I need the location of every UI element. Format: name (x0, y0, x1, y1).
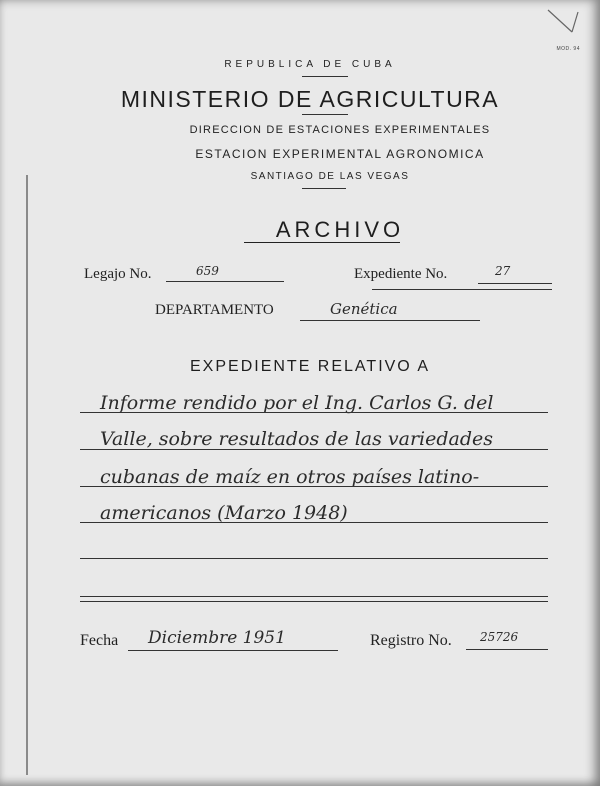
relativo-heading: EXPEDIENTE RELATIVO A (190, 358, 430, 375)
description-rule-6 (80, 596, 548, 597)
departamento-label: DEPARTAMENTO (155, 302, 274, 318)
description-rule-4 (80, 522, 548, 523)
description-rule-5 (80, 558, 548, 559)
description-line-1: Informe rendido por el Ing. Carlos G. del (100, 392, 494, 414)
expediente-label: Expediente No. (354, 266, 448, 282)
registro-line (466, 649, 548, 650)
ministry-name: MINISTERIO DE AGRICULTURA (120, 86, 500, 112)
description-line-3: cubanas de maíz en otros países latino- (100, 466, 480, 488)
archive-title-underline (244, 242, 400, 243)
description-rule-3 (80, 486, 548, 487)
country-underline (302, 76, 348, 77)
expediente-line-lower (372, 289, 552, 290)
expediente-value: 27 (495, 264, 511, 278)
corner-mark (542, 8, 582, 38)
registro-value: 25726 (480, 630, 519, 644)
country-name: REPUBLICA DE CUBA (224, 59, 396, 70)
legajo-value: 659 (196, 264, 219, 278)
legajo-label: Legajo No. (84, 266, 152, 282)
legajo-line (166, 281, 284, 282)
fecha-value: Diciembre 1951 (148, 628, 286, 648)
fecha-label: Fecha (80, 632, 119, 649)
departamento-line (300, 320, 480, 321)
description-rule-7 (80, 601, 548, 602)
description-rule-2 (80, 449, 548, 450)
location-underline (302, 188, 346, 189)
fecha-line (128, 650, 338, 651)
description-line-2: Valle, sobre resultados de las variedades (100, 428, 493, 450)
ministry-underline (302, 114, 348, 115)
departamento-value: Genética (330, 300, 398, 318)
archive-title: ARCHIVO (275, 217, 405, 242)
location-name: SANTIAGO DE LAS VEGAS (250, 171, 410, 182)
station-name: ESTACION EXPERIMENTAL AGRONOMICA (195, 147, 485, 161)
expediente-line (478, 283, 552, 284)
registro-label: Registro No. (370, 632, 452, 649)
description-line-4: americanos (Marzo 1948) (100, 502, 348, 524)
direction-name: DIRECCION DE ESTACIONES EXPERIMENTALES (189, 124, 491, 136)
description-rule-1 (80, 412, 548, 413)
binding-strip (22, 175, 32, 775)
form-code: MOD. 94 (556, 46, 580, 52)
